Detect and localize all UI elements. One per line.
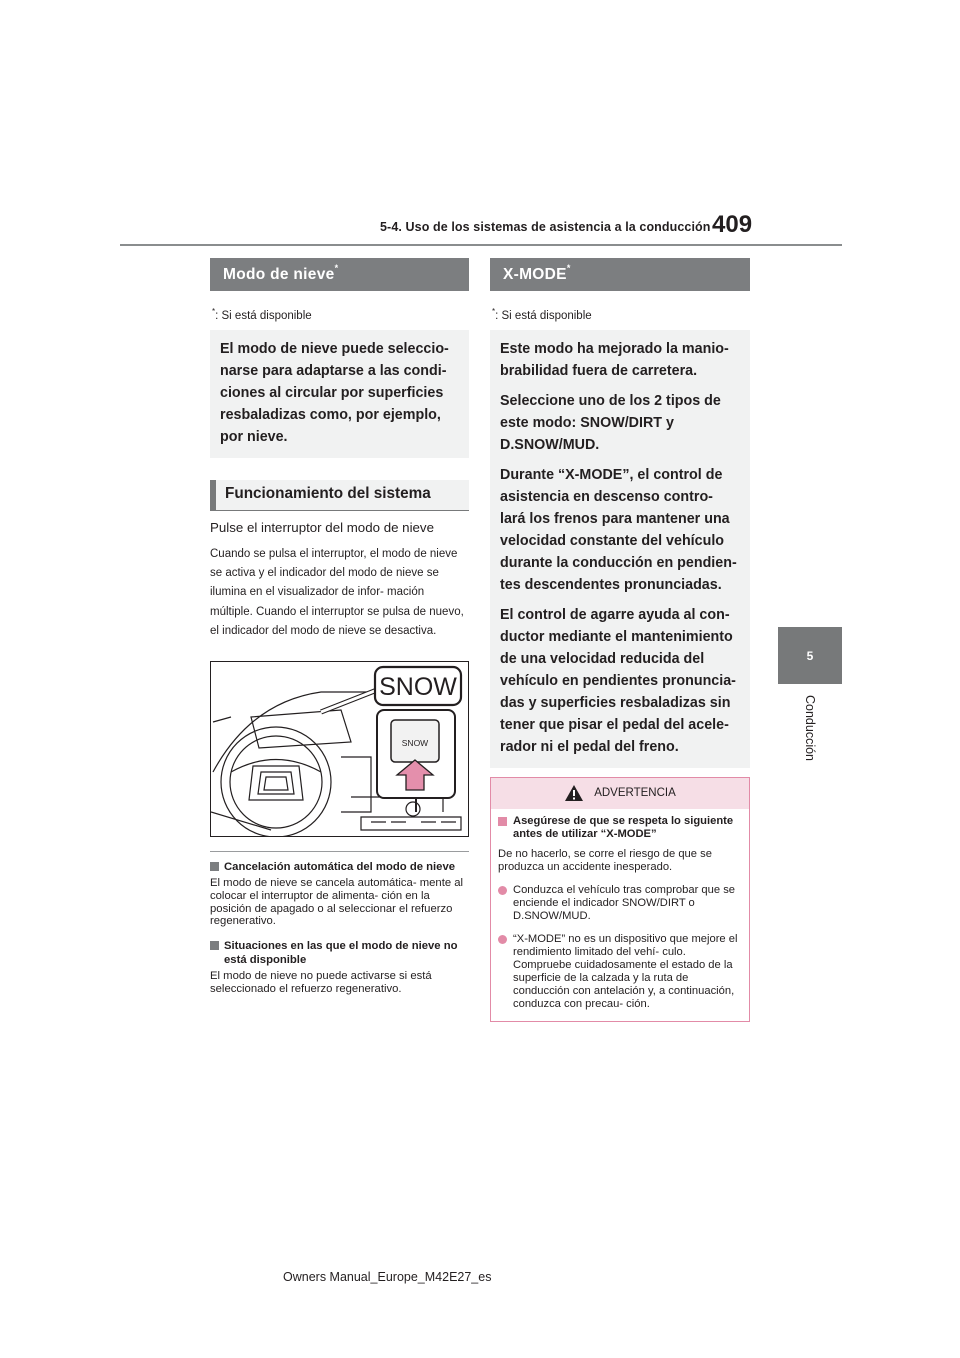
availability-footnote xyxy=(210,307,469,322)
notes-divider xyxy=(210,851,469,852)
chapter-tab xyxy=(778,627,842,684)
instruction-body: Cuando se pulsa el interruptor, el modo de nieve se activa y el indicador del modo de nieve se ilumina en el visualizador de infor- mación múltiple. Cuando el interruptor se pulsa de nuevo, el indicador del modo de nieve se desactiva. xyxy=(210,547,464,638)
instruction-lead: Pulse el interruptor del modo de nieve xyxy=(210,519,434,535)
footnote-text: : Si está disponible xyxy=(495,309,592,322)
warning-bullet-item xyxy=(498,884,741,923)
snow-switch-illustration xyxy=(210,661,469,837)
snow-switch-label: SNOW xyxy=(401,738,429,749)
warning-heading-text: Asegúrese de que se respeta lo siguiente antes de utilizar “X-MODE” xyxy=(513,814,734,840)
dashboard-drawing xyxy=(211,662,468,836)
warning-text: De no hacerlo, se corre el riesgo de que se produzca un accidente inesperado. xyxy=(498,847,712,873)
note-text-auto-cancel: El modo de nieve se cancela automática- mente al colocar el interruptor de alimenta- ción en la posición de apagado o al seleccionar el refuerzo regenerativo. xyxy=(210,877,464,928)
x-mode-summary xyxy=(490,330,750,768)
note-heading-text: Cancelación automática del modo de nieve xyxy=(224,861,456,874)
availability-mark: * xyxy=(566,263,571,273)
summary-paragraph: Este modo ha mejorado la manio- brabilidad fuera de carretera. xyxy=(500,340,729,379)
note-bullet-icon xyxy=(210,862,219,871)
page-number: 409 xyxy=(712,211,753,238)
snow-mode-column xyxy=(210,258,469,996)
note-bullet-icon xyxy=(210,941,219,950)
snow-mode-summary xyxy=(210,330,469,458)
note-heading-auto-cancel xyxy=(210,860,469,874)
footnote-mark: * xyxy=(492,307,496,316)
warning-bullet-icon xyxy=(498,817,507,826)
note-heading-text: Situaciones en las que el modo de nieve no está disponible xyxy=(224,940,458,967)
note-text-unavailable: El modo de nieve no puede activarse si está seleccionado el refuerzo regenerativo. xyxy=(210,970,432,995)
warning-header xyxy=(491,778,749,809)
warning-bullet-text: “X-MODE” no es un dispositivo que mejore el rendimiento limitado del vehí- culo. Compruebe cuidadosamente el estado de la superficie de la calzada y la ruta de conducción con antelación y, a continuación, conduzca con precau- ción. xyxy=(513,932,738,1010)
warning-box xyxy=(490,777,750,1022)
availability-footnote xyxy=(490,307,750,322)
availability-mark: * xyxy=(334,263,339,273)
summary-paragraph: El control de agarre ayuda al con- ductor mediante el mantenimiento de una velocidad reducida del vehículo en pendientes pronuncia- das y superficies resbaladizas sin tener que pisar el pedal del acele- rador ni el pedal del freno. xyxy=(500,606,736,755)
footer-doc-id: Owners Manual_Europe_M42E27_es xyxy=(283,1270,492,1284)
bullet-dot-icon xyxy=(498,886,507,895)
footnote-text: : Si está disponible xyxy=(215,309,312,322)
footnote-mark: * xyxy=(212,307,216,316)
snow-callout-label: SNOW xyxy=(379,673,457,702)
warning-triangle-icon xyxy=(564,784,584,802)
x-mode-heading xyxy=(490,258,750,291)
summary-text: El modo de nieve puede seleccio- narse para adaptarse a las condi- ciones al circular por superficies resbaladizas como, por ejemplo, por nieve. xyxy=(220,340,449,445)
warning-bullet-text: Conduzca el vehículo tras comprobar que se enciende el indicador SNOW/DIRT o D.SNOW/MUD. xyxy=(513,883,736,922)
warning-bullet-item xyxy=(498,933,741,1011)
chapter-side-label: Conducción xyxy=(803,694,817,762)
x-mode-title: X-MODE xyxy=(503,266,567,283)
summary-paragraph: Durante “X-MODE”, el control de asistencia en descenso contro- lará los frenos para mantener una velocidad constante del vehículo durante la conducción en pendien- tes descendentes pronunciadas. xyxy=(500,466,737,593)
x-mode-column xyxy=(490,258,750,1022)
summary-paragraph: Seleccione uno de los 2 tipos de este modo: SNOW/DIRT y D.SNOW/MUD. xyxy=(500,392,721,453)
snow-mode-heading xyxy=(210,258,469,291)
chapter-number: 5 xyxy=(806,648,814,663)
warning-body xyxy=(491,809,749,1021)
snow-mode-title: Modo de nieve xyxy=(223,266,335,283)
section-header-title: 5-4. Uso de los sistemas de asistencia a la conducción xyxy=(380,220,711,234)
multi-info-display xyxy=(251,710,351,748)
system-operation-heading: Funcionamiento del sistema xyxy=(210,480,469,511)
warning-heading xyxy=(498,815,741,841)
header-divider xyxy=(120,244,842,246)
note-heading-unavailable xyxy=(210,939,469,967)
warning-title: ADVERTENCIA xyxy=(594,787,676,800)
bullet-dot-icon xyxy=(498,935,507,944)
